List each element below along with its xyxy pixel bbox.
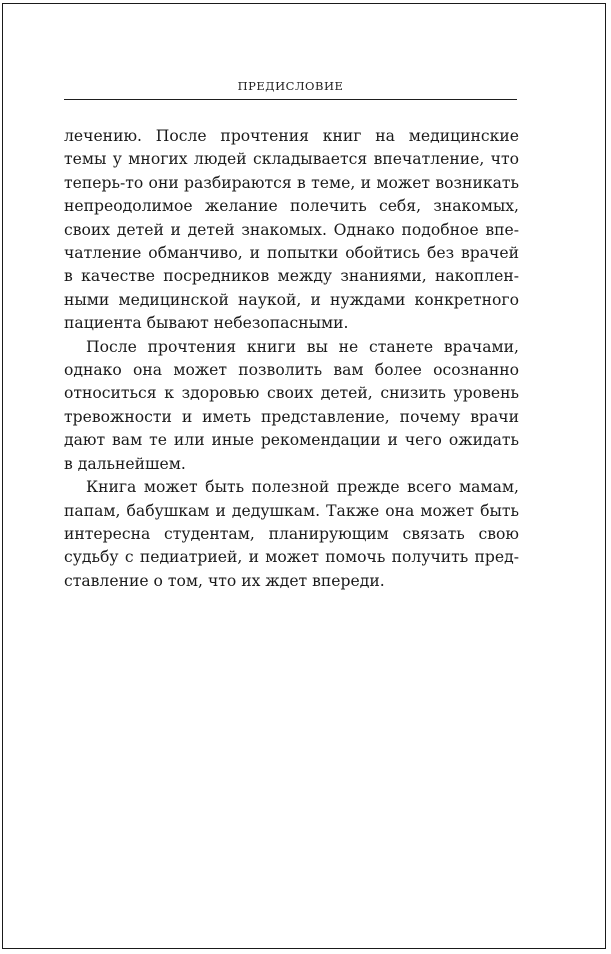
text-line: темы у многих людей складывается впечатление, что — [64, 150, 519, 169]
text-line: тревожности и иметь представление, почему врачи — [64, 407, 519, 426]
text-line: ными медицинской наукой, и нуждами конкретного — [64, 290, 519, 309]
text-line: непреодолимое желание полечить себя, знакомых, — [64, 197, 519, 216]
text-line: папам, бабушкам и дедушкам. Также она может быть — [64, 501, 519, 520]
running-head: ПРЕДИСЛОВИЕ — [237, 79, 344, 93]
paragraph-1 — [64, 125, 519, 336]
text-line: своих детей и детей знакомых. Однако подобное впе- — [64, 220, 519, 239]
text-line: дают вам те или иные рекомендации и чего ожидать — [64, 431, 519, 450]
text-line: относиться к здоровью своих детей, снизить уровень — [64, 384, 519, 403]
text-line: судьбу с педиатрией, и может помочь получить пред- — [64, 548, 519, 567]
text-line: теперь-то они разбираются в теме, и может возникать — [64, 173, 519, 192]
text-line: чатление обманчиво, и попытки обойтись без врачей — [64, 244, 519, 263]
body-text — [64, 125, 519, 593]
running-head-rule — [64, 99, 517, 100]
paragraph-2 — [64, 336, 519, 476]
text-line: пациента бывают небезопасными. — [64, 314, 349, 333]
text-line: ставление о том, что их ждет впереди. — [64, 571, 385, 590]
text-line: Книга может быть полезной прежде всего мамам, — [86, 478, 519, 497]
text-line: лечению. После прочтения книг на медицинские — [64, 127, 519, 145]
text-line: в качестве посредников между знаниями, накоплен- — [64, 267, 519, 286]
text-line: однако она может позволить вам более осознанно — [64, 361, 519, 380]
text-line: в дальнейшем. — [64, 454, 186, 473]
text-line: После прочтения книги вы не станете врачами, — [86, 337, 519, 356]
paragraph-3 — [64, 476, 519, 593]
text-line: интересна студентам, планирующим связать свою — [64, 524, 519, 543]
